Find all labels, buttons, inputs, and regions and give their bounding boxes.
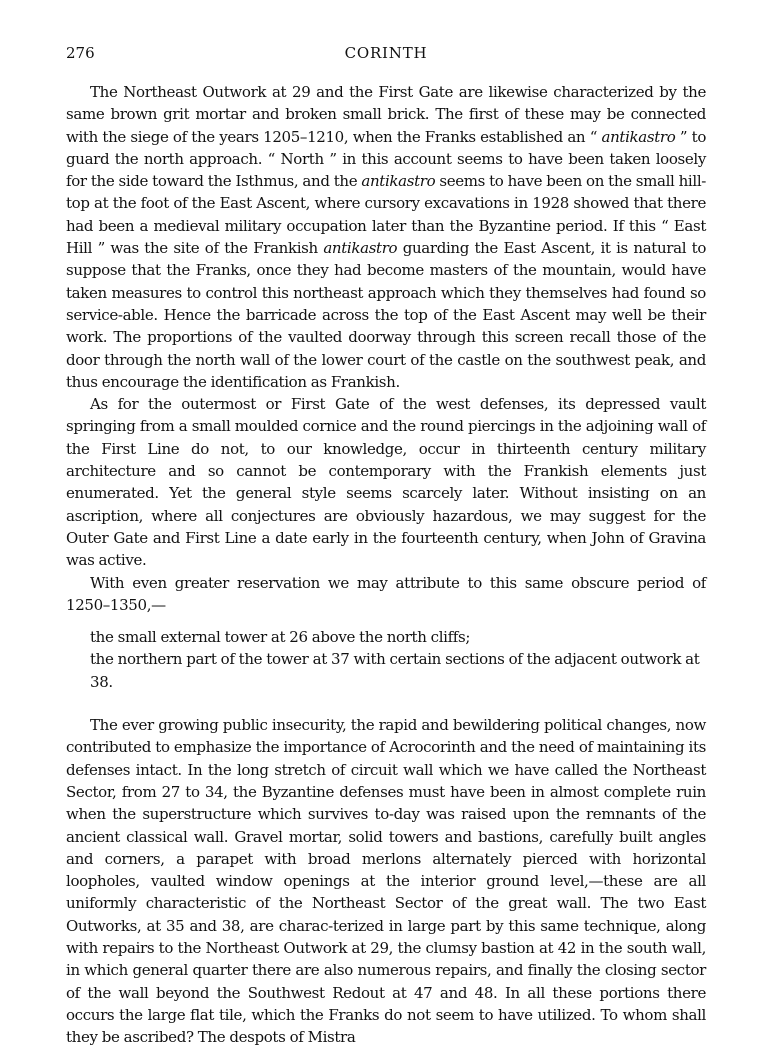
attribution-list bbox=[90, 626, 706, 693]
body-text bbox=[66, 81, 706, 1048]
book-page bbox=[66, 44, 706, 1048]
page-header bbox=[66, 44, 706, 66]
italic-term: antikastro bbox=[361, 172, 436, 191]
list-item: the northern part of the tower at 37 with certain sections of the adjacent outwork at 38. bbox=[90, 650, 700, 691]
running-head: CORINTH bbox=[344, 44, 428, 62]
italic-term: antikastro bbox=[323, 239, 398, 258]
paragraph: As for the outermost or First Gate of the west defenses, its depressed vault springing from a small moulded cornice and the round piercings in the adjoining wall of the First Line do not, to our knowledge, occur in thirteenth century military architecture and so cannot be contemporary with the Frankish elements just enumerated. Yet the general style seems scarcely later. Without insisting on an ascription, where all conjectures are obviously hazardous, we may suggest for the Outer Gate and First Line a date early in the fourteenth century, when John of Gravina was active. bbox=[66, 395, 706, 570]
page-number: 276 bbox=[66, 44, 95, 62]
italic-term: antikastro bbox=[601, 127, 676, 146]
list-item: the small external tower at 26 above the north cliffs; bbox=[90, 628, 471, 647]
paragraph: The ever growing public insecurity, the rapid and bewildering political changes, now contributed to emphasize the importance of Acrocorinth and the need of maintaining its defenses intact. In the long stretch of circuit wall which we have called the Northeast Sector, from 27 to 34, the Byzantine defenses must have been in almost complete ruin when the superstructure which survives to-day was raised upon the remnants of the ancient classical wall. Gravel mortar, solid towers and bastions, carefully built angles and corners, a parapet with broad merlons alternately pierced with horizontal loopholes, vaulted window openings at the interior ground level,—these are all uniformly characteristic of the Northeast Sector of the great wall. The two East Outworks, at 35 and 38, are charac-terized in large part by this same technique, along with repairs to the Northeast Outwork at 29, the clumsy bastion at 42 in the south wall, in which general quarter there are also numerous repairs, and finally the closing sector of the wall beyond the Southwest Redout at 47 and 48. In all these portions there occurs the large flat tile, which the Franks do not seem to have utilized. To whom shall they be ascribed? The despots of Mistra bbox=[66, 716, 706, 1047]
paragraph: The Northeast Outwork at 29 and the First Gate are likewise characterized by the same brown grit mortar and broken small brick. The first of these may be connected with the siege of the years 1205–1210, when the Franks established an “ antikastro ” to guard the north approach. “ North ” in this account seems to have been taken loosely for the side toward the Isthmus, and the antikastro seems to have been on the small hill-top at the foot of the East Ascent, where cursory excavations in 1928 showed that there had been a medieval military occupation later than the Byzantine period. If this “ East Hill ” was the site of the Frankish antikastro guarding the East Ascent, it is natural to suppose that the Franks, once they had become masters of the mountain, would have taken measures to control this northeast approach which they themselves had found so service-able. Hence the barricade across the top of the East Ascent may well be their work. The proportions of the vaulted doorway through this screen recall those of the door through the north wall of the lower court of the castle on the southwest peak, and thus encourage the identification as Frankish. bbox=[66, 83, 706, 391]
paragraph: With even greater reservation we may attribute to this same obscure period of 1250–1350,— bbox=[66, 573, 706, 614]
